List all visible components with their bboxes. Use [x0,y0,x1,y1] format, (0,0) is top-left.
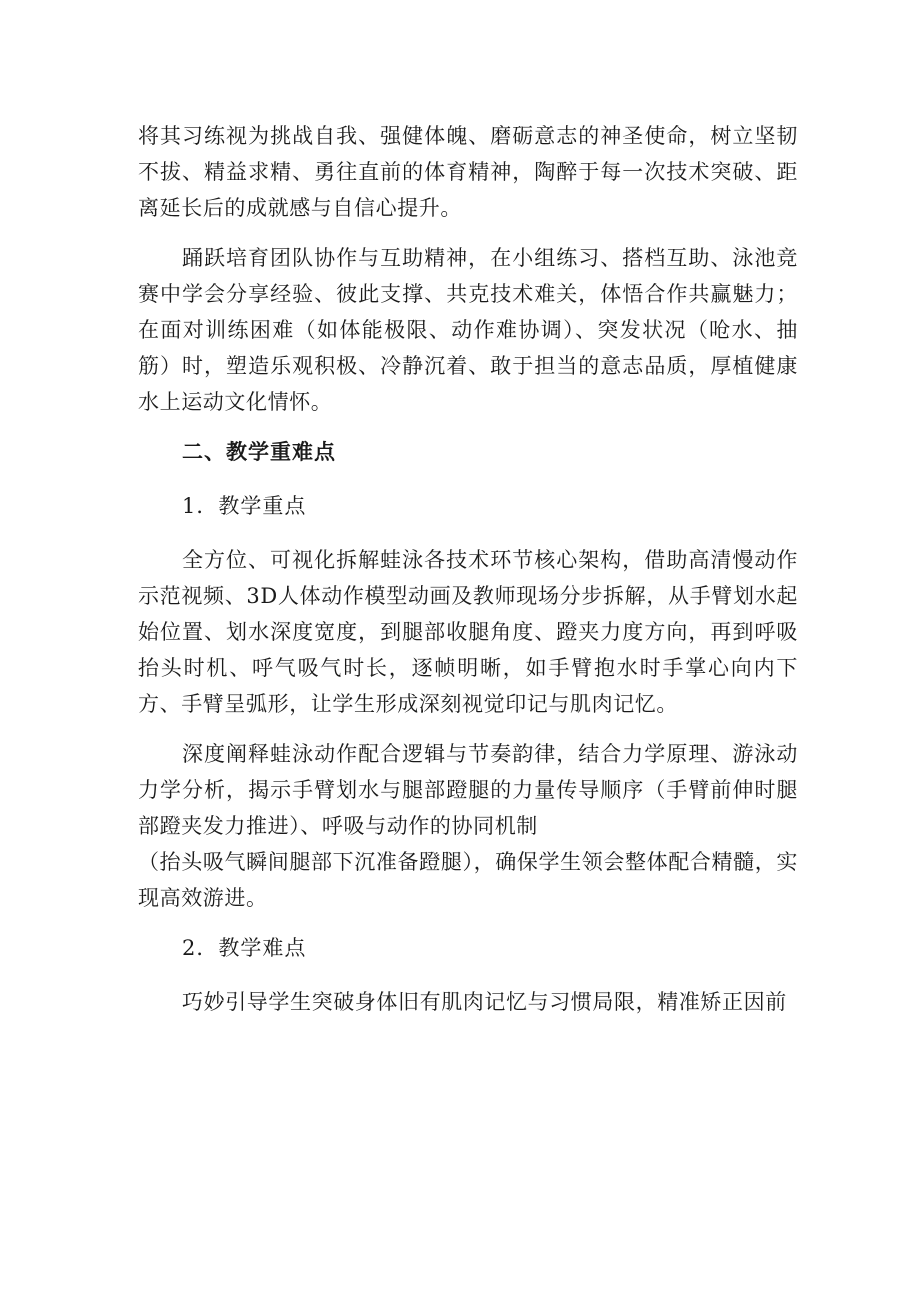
paragraph-technique-breakdown: 全方位、可视化拆解蛙泳各技术环节核心架构，借助高清慢动作示范视频、3D人体动作模型动画及教师现场分步拆解，从手臂划水起始位置、划水深度宽度，到腿部收腿角度、蹬夹力度方向，再到呼吸抬头时机、呼气吸气时长，逐帧明晰，如手臂抱水时手掌心向内下方、手臂呈弧形，让学生形成深刻视觉印记与肌肉记忆。 [138,548,798,716]
document-body [138,118,798,1034]
paragraph-teamwork: 踊跃培育团队协作与互助精神，在小组练习、搭档互助、泳池竞赛中学会分享经验、彼此支撑、共克技术难关，体悟合作共赢魅力；在面对训练困难（如体能极限、动作难协调）、突发状况（呛水、抽筋）时，塑造乐观积极、冷静沉着、敢于担当的意志品质，厚植健康水上运动文化情怀。 [138,246,798,414]
paragraph-sports-spirit: 将其习练视为挑战自我、强健体魄、磨砺意志的神圣使命，树立坚韧不拔、精益求精、勇往直前的体育精神，陶醉于每一次技术突破、距离延长后的成就感与自信心提升。 [138,124,798,220]
subheading-teaching-focus: 1．教学重点 [182,494,307,518]
subheading-teaching-difficulty: 2．教学难点 [182,936,307,960]
paragraph-muscle-memory: 巧妙引导学生突破身体旧有肌肉记忆与习惯局限，精准矫正因前 [182,990,787,1014]
paragraph-coordination-logic: 深度阐释蛙泳动作配合逻辑与节奏韵律，结合力学原理、游泳动力学分析，揭示手臂划水与腿部蹬腿的力量传导顺序（手臂前伸时腿部蹬夹发力推进）、呼吸与动作的协同机制 [138,742,798,838]
section-heading-key-difficult-points: 二、教学重难点 [182,439,336,464]
paragraph-coordination-continuation: （抬头吸气瞬间腿部下沉准备蹬腿），确保学生领会整体配合精髓，实现高效游进。 [138,850,798,910]
